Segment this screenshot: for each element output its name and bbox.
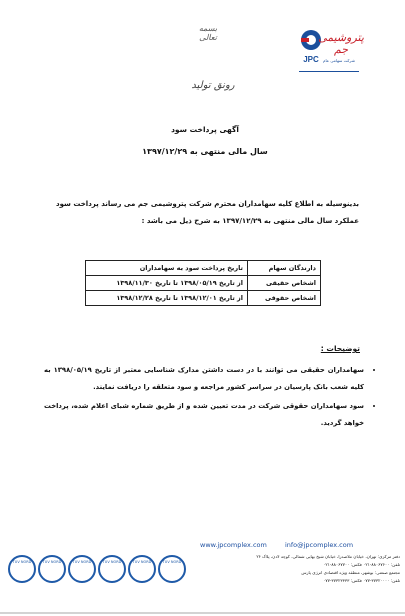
email-link[interactable]: info@jpcomplex.com [284,541,354,549]
address-line: تلفن: ۸۸۰۶۷۶۰۰-۰۲۱ فکس: ۸۸۰۶۷۷۰۰-۰۲۱ [323,562,400,567]
certification-badge-icon: TUV NORD [38,555,66,583]
brand-tagline: شرکت سهامی عام [323,58,355,63]
certification-badge-icon: TUV NORD [8,555,36,583]
page-bottom-divider [0,612,405,614]
list-item: • سود سهامداران حقوقی شرکت در مدت تعیین شده و از طریق شماره شبای اعلام شده، پرداخت خواهد گردید. [44,398,364,432]
table-header-cell: دارندگان سهام [248,261,321,276]
shareholder-type-cell: اشخاص حقیقی [248,276,321,291]
production-stamp: رونق تولید [191,80,235,91]
company-abbr: JPC [303,55,319,64]
payment-date-cell: از تاریخ ۱۳۹۸/۱۲/۰۱ تا تاریخ ۱۳۹۸/۱۲/۲۸ [86,291,248,306]
certification-badge-icon: TUV NORD [128,555,156,583]
notes-list [44,362,378,434]
notes-heading: توضیحات : [320,344,360,353]
table-header-row [86,261,321,276]
brand-name: پتروشیمی جم [318,31,364,56]
table-row [86,291,321,306]
certification-badges [4,553,194,601]
document-subtitle: سال مالی منتهی به ۱۳۹۷/۱۲/۲۹ [142,147,268,156]
shareholder-type-cell: اشخاص حقوقی [248,291,321,306]
table-header-cell: تاریخ پرداخت سود به سهامداران [86,261,248,276]
footer-contact [200,541,370,549]
address-line: تلفن: ۳۷۳۲۰۰۰۰-۰۷۷ فکس: ۳۷۳۲۳۳۳۳-۰۷۷ [323,578,400,583]
certification-badge-icon: TUV NORD [158,555,186,583]
footer-address [200,553,400,585]
list-item: • سهامداران حقیقی می توانند با در دست داشتن مدارک شناسایی معتبر از تاریخ ۱۳۹۸/۰۵/۱۹ به کلیه شعب بانک پارسیان در سراسر کشور مراجعه و سود متعلقه را دریافت نمایند. [44,362,364,396]
table-row [86,276,321,291]
payment-date-cell: از تاریخ ۱۳۹۸/۰۵/۱۹ تا تاریخ ۱۳۹۸/۱۱/۳۰ [86,276,248,291]
document-title: آگهی پرداخت سود [171,125,239,134]
logo-divider [299,71,359,72]
certification-badge-icon: TUV NORD [98,555,126,583]
company-logo [299,28,363,78]
certification-badge-icon: TUV NORD [68,555,96,583]
address-line: دفتر مرکزی: تهران، خیابان ملاصدرا، خیابان شیخ بهایی شمالی، کوچه لادن، پلاک ۲۶ [256,554,400,559]
address-line: مجتمع صنعتی: بوشهر، منطقه ویژه اقتصادی انرژی پارس [301,570,400,575]
dividend-schedule-table [85,260,321,306]
intro-paragraph: بدینوسیله به اطلاع کلیه سهامداران محترم شرکت پتروشیمی جم می رساند پرداخت سود عملکرد سال مالی منتهی به ۱۳۹۷/۱۲/۲۹ به شرح ذیل می باشد : [56,200,359,225]
letterhead-label: بسمه تعالی [198,24,218,42]
website-link[interactable]: www.jpcomplex.com [200,541,267,549]
